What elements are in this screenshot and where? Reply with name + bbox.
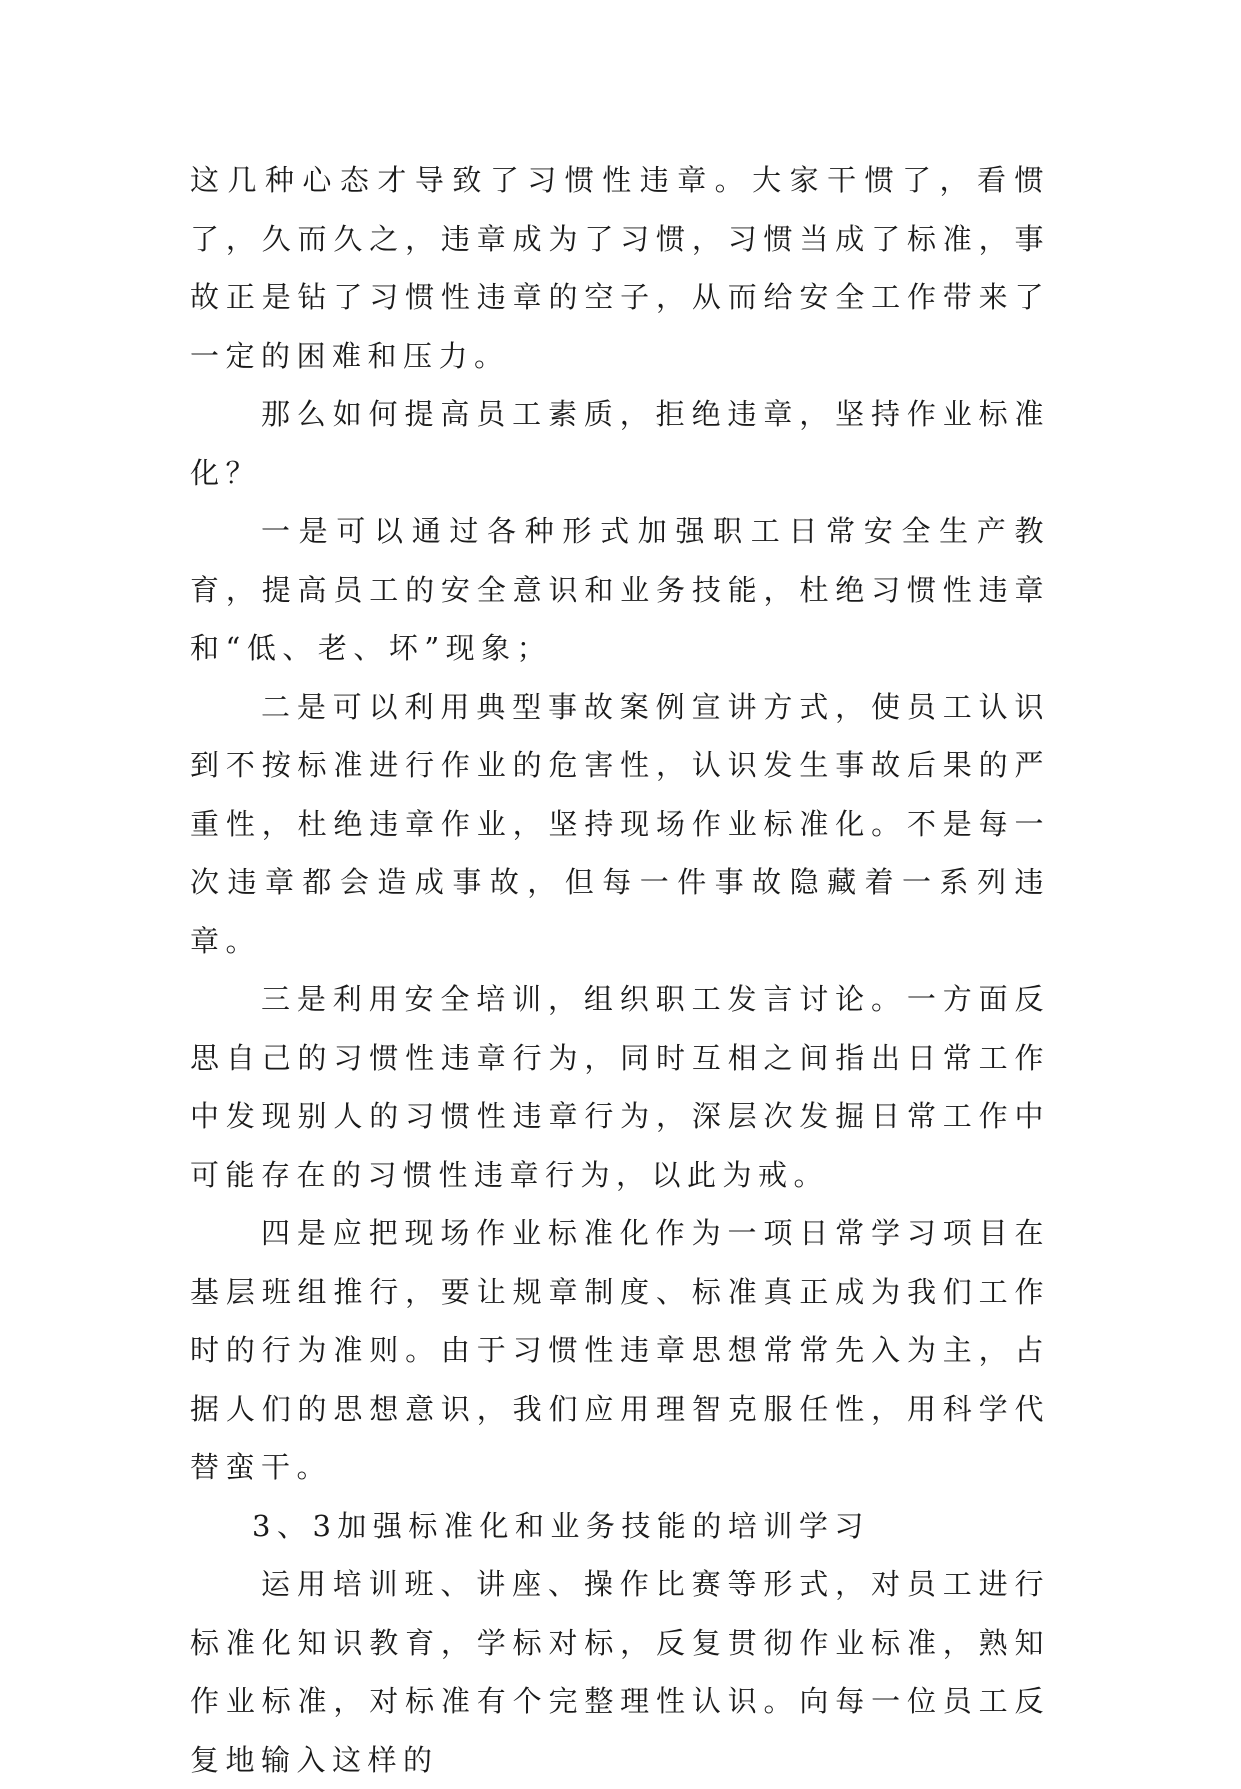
document-body — [190, 151, 1050, 1789]
paragraph-question: 那么如何提高员工素质，拒绝违章，坚持作业标准化？ — [190, 397, 1050, 490]
paragraph-training: 运用培训班、讲座、操作比赛等形式，对员工进行标准化知识教育，学标对标，反复贯彻作业标准，熟知作业标准，对标准有个完整理性认识。向每一位员工反复地输入这样的 — [190, 1567, 1050, 1777]
section-heading: 3、3加强标准化和业务技能的培训学习 — [252, 1508, 870, 1543]
paragraph-point-one: 一是可以通过各种形式加强职工日常安全生产教育，提高员工的安全意识和业务技能，杜绝习惯性违章和“低、老、坏”现象； — [190, 514, 1050, 665]
paragraph-point-four: 四是应把现场作业标准化作为一项日常学习项目在基层班组推行，要让规章制度、标准真正成为我们工作时的行为准则。由于习惯性违章思想常常先入为主，占据人们的思想意识，我们应用理智克服任性，用科学代替蛮干。 — [190, 1216, 1050, 1484]
paragraph-point-two: 二是可以利用典型事故案例宣讲方式，使员工认识到不按标准进行作业的危害性，认识发生事故后果的严重性，杜绝违章作业，坚持现场作业标准化。不是每一次违章都会造成事故，但每一件事故隐藏着一系列违章。 — [190, 689, 1050, 958]
paragraph-habitual-violation: 这几种心态才导致了习惯性违章。大家干惯了，看惯了，久而久之，违章成为了习惯，习惯当成了标准，事故正是钻了习惯性违章的空子，从而给安全工作带来了一定的困难和压力。 — [190, 163, 1050, 373]
paragraph-point-three: 三是利用安全培训，组织职工发言讨论。一方面反思自己的习惯性违章行为，同时互相之间指出日常工作中发现别人的习惯性违章行为，深层次发掘日常工作中可能存在的习惯性违章行为，以此为戒。 — [190, 982, 1050, 1192]
